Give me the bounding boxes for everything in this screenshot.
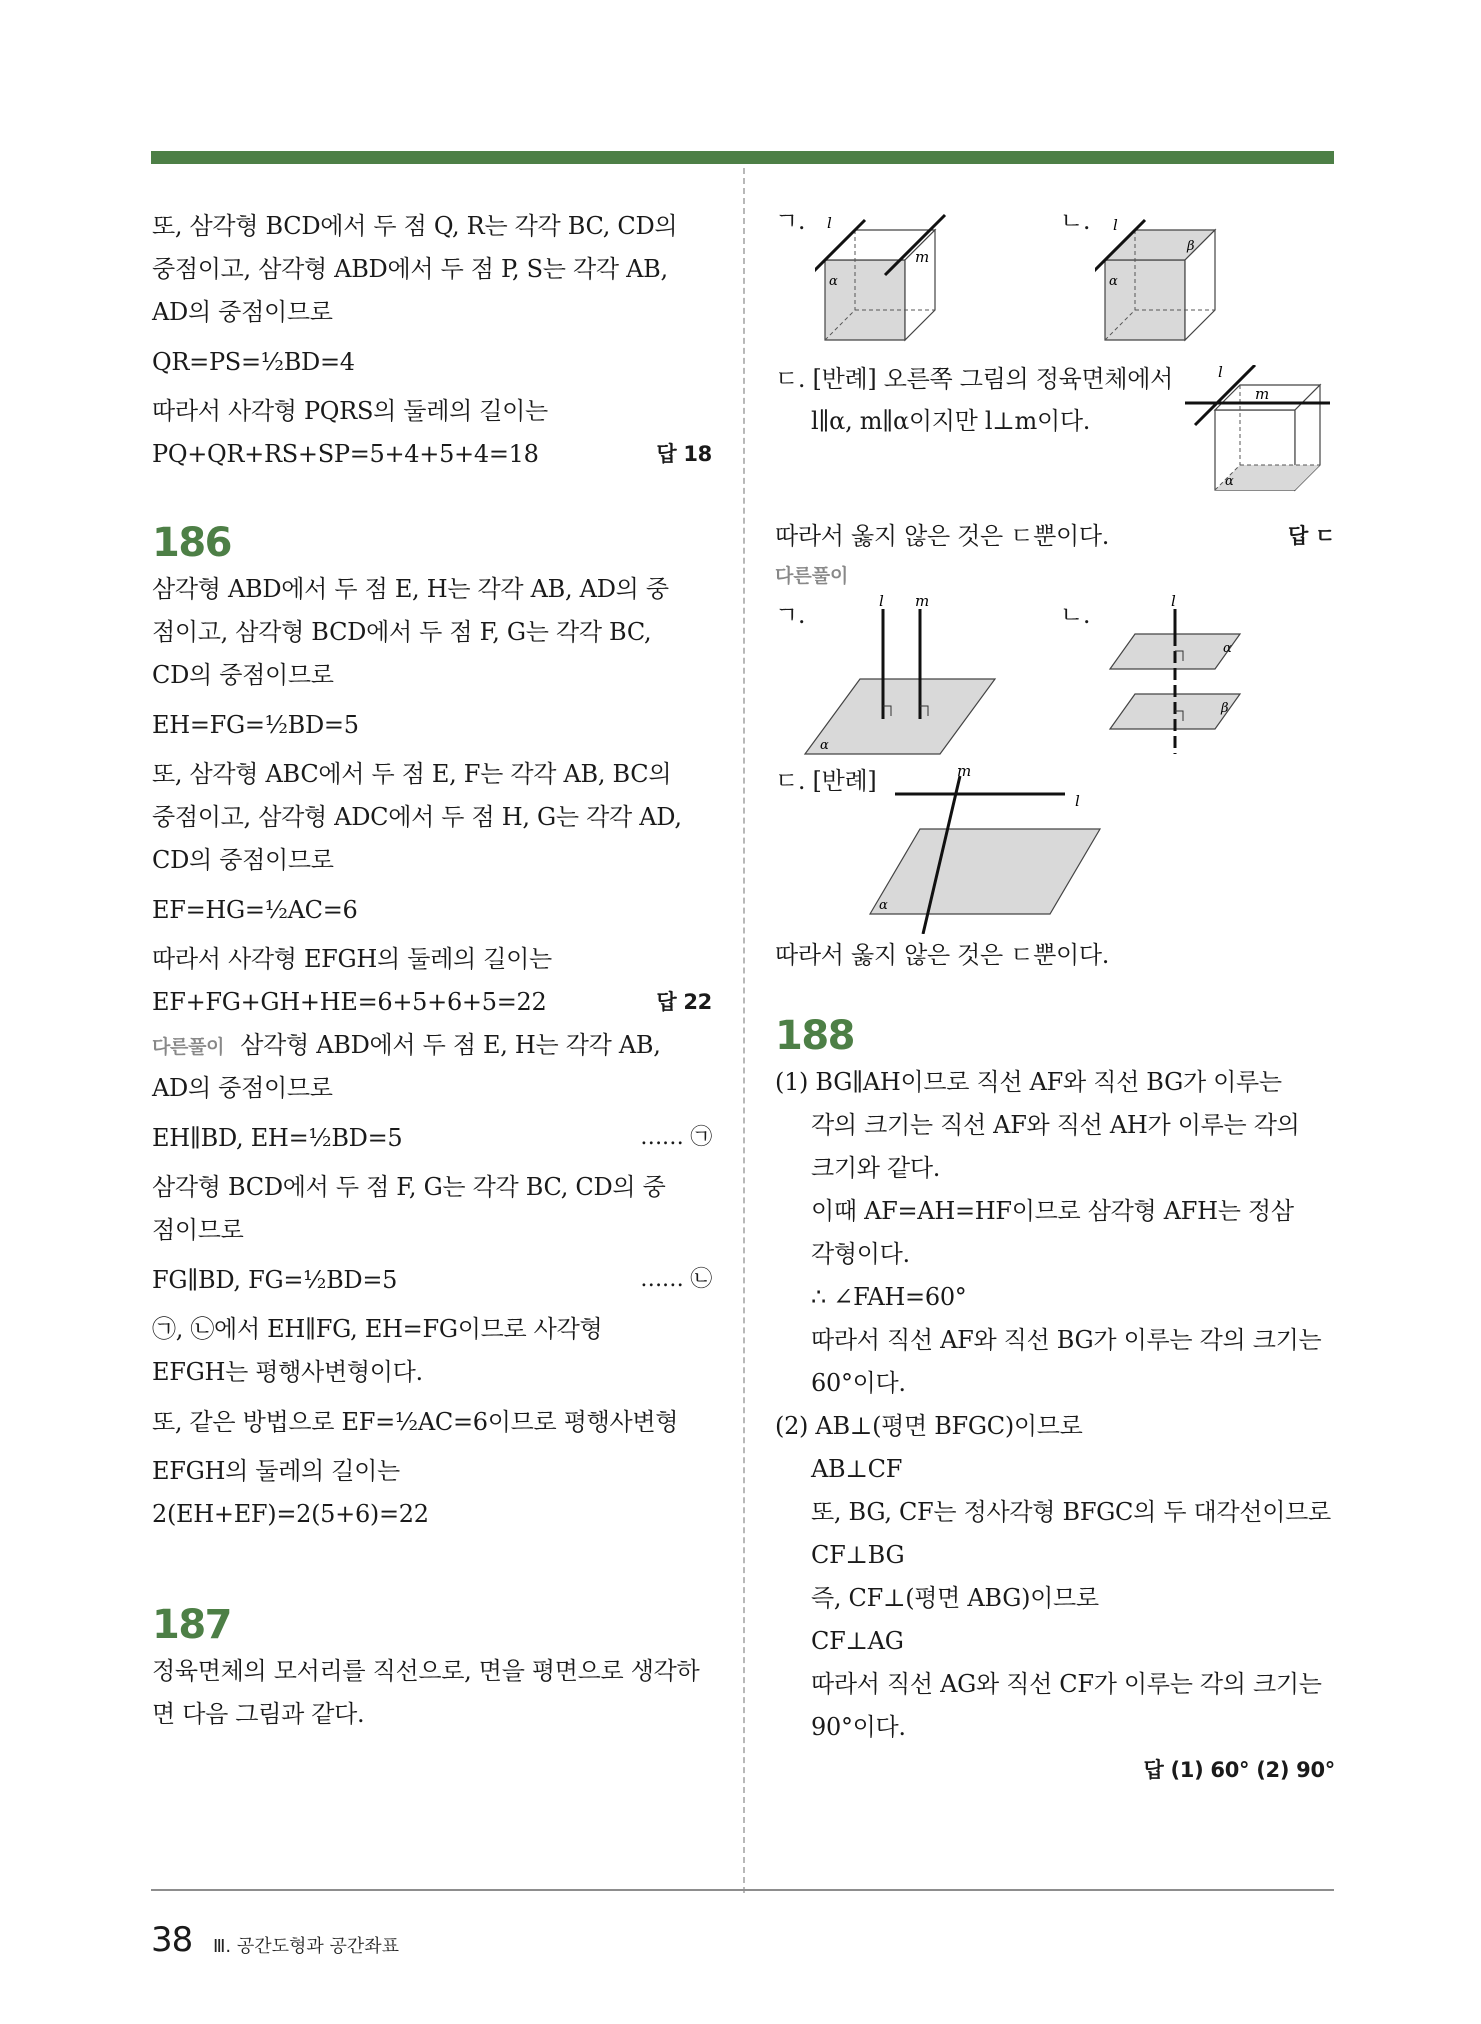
text-line: 삼각형 ABD에서 두 점 E, H는 각각 AB, AD의 중 <box>152 575 669 603</box>
text-line: 점이고, 삼각형 BCD에서 두 점 F, G는 각각 BC, <box>152 618 652 646</box>
plane-alpha-label: α <box>1109 274 1118 289</box>
equation-line <box>152 981 712 1024</box>
problem-number: 186 <box>152 520 231 566</box>
alt-solution-line <box>152 1024 712 1067</box>
text-line: 따라서 사각형 EFGH의 둘레의 길이는 <box>152 945 552 973</box>
line-m-label: m <box>915 594 930 610</box>
answer: 답 18 <box>656 442 712 466</box>
text-line: 따라서 직선 AF와 직선 BG가 이루는 각의 크기는 <box>811 1326 1322 1354</box>
line-l-label: l <box>1171 594 1176 610</box>
line-l-label: l <box>827 214 832 232</box>
text-line: 점이므로 <box>152 1216 244 1244</box>
cube-figure-d <box>1185 365 1335 500</box>
text-line: 크기와 같다. <box>811 1154 941 1182</box>
text-line: l∥α, m∥α이지만 l⊥m이다. <box>811 407 1091 435</box>
plane-beta-label: β <box>1187 239 1195 254</box>
plane-alpha-label: α <box>879 898 888 913</box>
item-label: ㄴ. <box>1060 601 1091 629</box>
plane-alpha-label: α <box>1223 641 1232 656</box>
answer: 답 (1) 60° (2) 90° <box>1143 1758 1335 1782</box>
line-m-label: m <box>957 764 972 780</box>
equation: FG∥BD, FG=½BD=5 <box>152 1266 398 1294</box>
line-l-label: l <box>879 594 884 610</box>
chapter-title: Ⅲ. 공간도형과 공간좌표 <box>213 1936 400 1957</box>
text-line: (2) AB⊥(평면 BFGC)이므로 <box>775 1412 1083 1440</box>
text-line: EFGH는 평행사변형이다. <box>152 1358 423 1386</box>
text-line: 중점이고, 삼각형 ABD에서 두 점 P, S는 각각 AB, <box>152 255 668 283</box>
text-line: 즉, CF⊥(평면 ABG)이므로 <box>811 1584 1099 1612</box>
text-line: 중점이고, 삼각형 ADC에서 두 점 H, G는 각각 AD, <box>152 803 682 831</box>
text-line: AD의 중점이므로 <box>152 298 333 326</box>
line-l-label: l <box>1075 792 1080 810</box>
line-m-label: m <box>1255 385 1270 403</box>
alt-counterexample-row <box>775 764 1335 934</box>
left-column <box>152 205 712 1736</box>
equation-line: AB⊥CF <box>811 1455 903 1483</box>
answer: 답 22 <box>656 990 712 1014</box>
text-line: 삼각형 BCD에서 두 점 F, G는 각각 BC, CD의 중 <box>152 1173 666 1201</box>
equation: PQ+QR+RS+SP=5+4+5+4=18 <box>152 440 539 468</box>
text-line: ㉠, ㉡에서 EH∥FG, EH=FG이므로 사각형 <box>152 1315 603 1343</box>
text-line: AD의 중점이므로 <box>152 1074 333 1102</box>
equation-line: QR=PS=½BD=4 <box>152 348 355 376</box>
plane-beta-label: β <box>1221 701 1229 716</box>
problem-number: 188 <box>775 1013 854 1059</box>
item-label: ㄱ. <box>775 601 806 629</box>
plane-alpha-label: α <box>820 738 829 753</box>
text-line: 또, 같은 방법으로 EF=½AC=6이므로 평행사변형 <box>152 1408 679 1436</box>
text-line: 60°이다. <box>811 1369 906 1397</box>
text-line: CD의 중점이므로 <box>152 846 334 874</box>
item-label: ㄷ. [반례] <box>775 767 877 795</box>
equation-mark: …… ㉡ <box>640 1267 712 1292</box>
text-line: 또, 삼각형 ABC에서 두 점 E, F는 각각 AB, BC의 <box>152 760 672 788</box>
right-column <box>775 200 1335 1792</box>
plane-figure-n <box>1085 594 1255 764</box>
plane-alpha-label: α <box>1225 474 1234 489</box>
equation-line: CF⊥BG <box>811 1541 905 1569</box>
alt-figures-row <box>775 594 1335 764</box>
equation-line: EH=FG=½BD=5 <box>152 711 359 739</box>
equation: EF+FG+GH+HE=6+5+6+5=22 <box>152 988 547 1016</box>
text-line: 이때 AF=AH=HF이므로 삼각형 AFH는 정삼 <box>811 1197 1294 1225</box>
page-number: 38 <box>151 1920 193 1960</box>
equation-line: EF=HG=½AC=6 <box>152 896 358 924</box>
item-label: ㄱ. <box>775 207 806 235</box>
cube-figures-row <box>775 200 1335 360</box>
text-line: 또, BG, CF는 정사각형 BFGC의 두 대각선이므로 <box>811 1498 1331 1526</box>
equation-line <box>152 1110 712 1166</box>
cube-figure-n <box>1095 210 1245 350</box>
plane-alpha-label: α <box>829 274 838 289</box>
cube-figure-g <box>815 210 965 350</box>
equation: EH∥BD, EH=½BD=5 <box>152 1124 403 1152</box>
text-line: CD의 중점이므로 <box>152 661 334 689</box>
counterexample-row <box>775 360 1335 510</box>
plane-figure-d <box>865 764 1125 934</box>
text-line: ㄷ. [반례] 오른쪽 그림의 정육면체에서 <box>775 365 1174 393</box>
answer: 답 ㄷ <box>1288 524 1335 548</box>
line-m-label: m <box>915 248 930 266</box>
equation-line: ∴ ∠FAH=60° <box>811 1283 967 1311</box>
column-divider <box>743 168 745 1893</box>
item-label: ㄴ. <box>1060 207 1091 235</box>
equation-line <box>152 1252 712 1308</box>
equation-line: CF⊥AG <box>811 1627 904 1655</box>
text-line: 면 다음 그림과 같다. <box>152 1700 365 1728</box>
text-line: (1) BG∥AH이므로 직선 AF와 직선 BG가 이루는 <box>775 1068 1282 1096</box>
text-line: 90°이다. <box>811 1713 906 1741</box>
equation-line <box>152 433 712 476</box>
alt-solution-label: 다른풀이 <box>775 565 849 587</box>
alt-solution-label: 다른풀이 <box>152 1036 225 1058</box>
text-line: 각의 크기는 직선 AF와 직선 AH가 이루는 각의 <box>811 1111 1300 1139</box>
line-l-label: l <box>1113 216 1118 234</box>
text-line: 정육면체의 모서리를 직선으로, 면을 평면으로 생각하 <box>152 1657 700 1685</box>
conclusion: 따라서 옳지 않은 것은 ㄷ뿐이다. <box>775 941 1110 969</box>
text-line: 또, 삼각형 BCD에서 두 점 Q, R는 각각 BC, CD의 <box>152 212 678 240</box>
text-line: EFGH의 둘레의 길이는 <box>152 1457 400 1485</box>
text-line: 따라서 직선 AG와 직선 CF가 이루는 각의 크기는 <box>811 1670 1322 1698</box>
answer-line <box>775 1749 1335 1792</box>
equation-mark: …… ㉠ <box>640 1125 712 1150</box>
equation-line: 2(EH+EF)=2(5+6)=22 <box>152 1500 429 1528</box>
conclusion: 따라서 옳지 않은 것은 ㄷ뿐이다. <box>775 522 1110 550</box>
header-bar <box>151 151 1334 164</box>
alt-text: 삼각형 ABD에서 두 점 E, H는 각각 AB, <box>240 1031 661 1059</box>
line-l-label: l <box>1218 365 1223 381</box>
footer-rule <box>151 1889 1334 1891</box>
text-line: 따라서 사각형 PQRS의 둘레의 길이는 <box>152 397 548 425</box>
plane-figure-g <box>775 594 1025 759</box>
equation-line <box>775 515 1335 558</box>
problem-number: 187 <box>152 1602 231 1648</box>
text-line: 각형이다. <box>811 1240 910 1268</box>
